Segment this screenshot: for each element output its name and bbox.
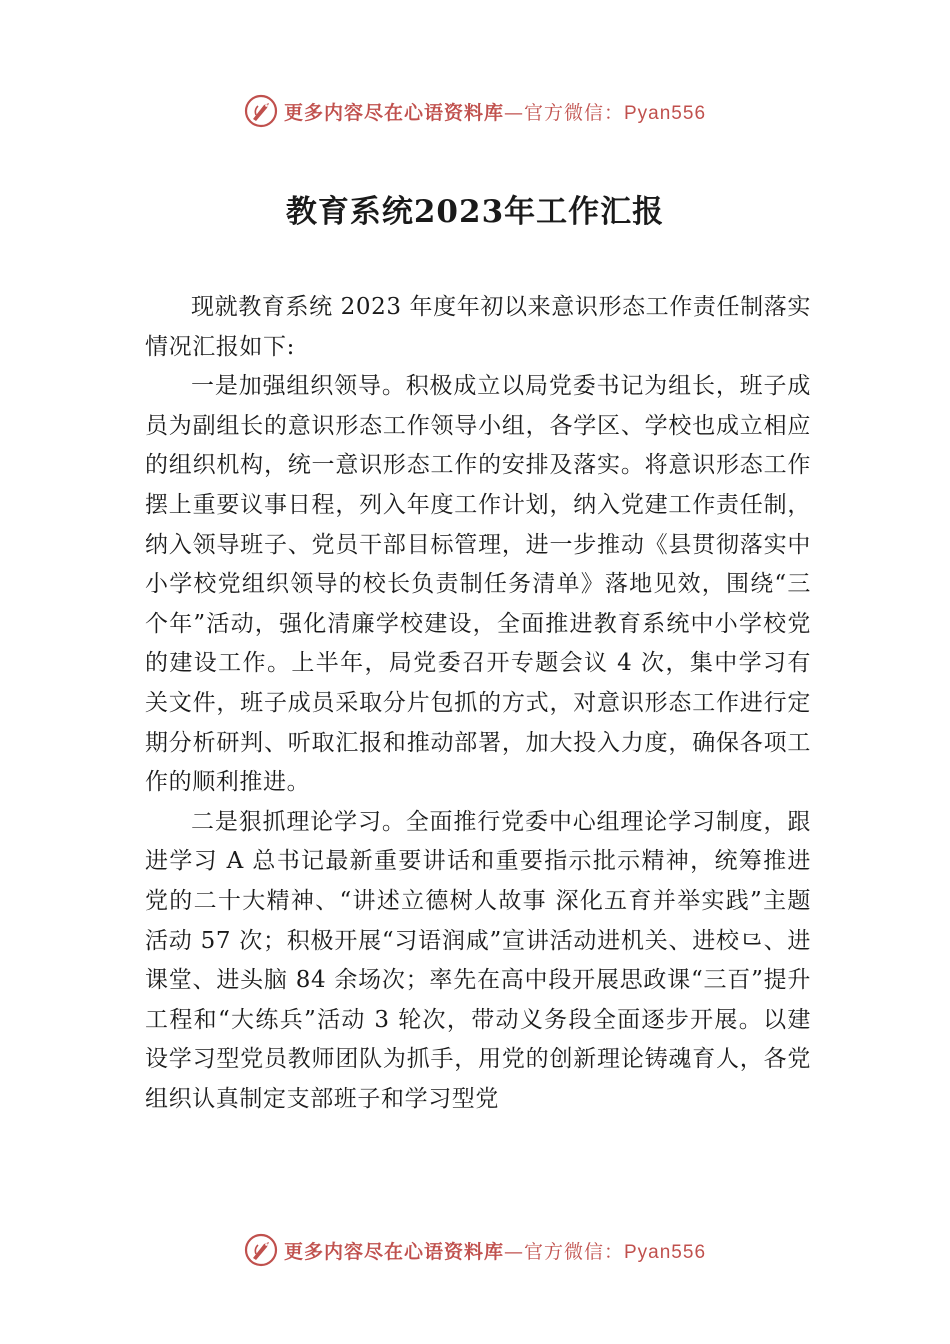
pen-nib-logo-icon [244, 94, 278, 128]
watermark-footer [0, 1233, 950, 1267]
watermark-text: 更多内容尽在心语资料库—官方微信：Pyan556 [283, 1240, 707, 1263]
document-body [145, 288, 811, 1119]
pen-nib-logo-icon [244, 1233, 278, 1267]
watermark-header [0, 94, 950, 128]
watermark-text: 更多内容尽在心语资料库—官方微信：Pyan556 [283, 101, 707, 124]
paragraph-theory-study: 二是狠抓理论学习。全面推行党委中心组理论学习制度，跟进学习 A 总书记最新重要讲话和重要指示批示精神，统筹推进党的二十大精神、“讲述立德树人故事 深化五育并举实践”主题活动 57 次；积极开展“习语润咸”宣讲活动进机关、进校⺋、进课堂、进头脑 84 余场次；率先在高中段开展思政课“三百”提升工程和“大练兵”活动 3 轮次，带动义务段全面逐步开展。以建设学习型党员教师团队为抓手，用党的创新理论铸魂育人，各党组织认真制定支部班子和学习型党 [145, 808, 811, 1112]
paragraph-intro: 现就教育系统 2023 年度年初以来意识形态工作责任制落实情况汇报如下: [145, 294, 811, 360]
document-title: 教育系统2023年工作汇报 [285, 194, 665, 230]
paragraph-organization: 一是加强组织领导。积极成立以局党委书记为组长，班子成员为副组长的意识形态工作领导小组，各学区、学校也成立相应的组织机构，统一意识形态工作的安排及落实。将意识形态工作摆上重要议事日程，列入年度工作计划，纳入党建工作责任制，纳入领导班子、党员干部目标管理，进一步推动《县贯彻落实中小学校党组织领导的校长负责制任务清单》落地见效，围绕“三个年”活动，强化清廉学校建设，全面推进教育系统中小学校党的建设工作。上半年，局党委召开专题会议 4 次，集中学习有关文件，班子成员采取分片包抓的方式，对意识形态工作进行定期分析研判、听取汇报和推动部署，加大投入力度，确保各项工作的顺利推进。 [145, 373, 811, 796]
